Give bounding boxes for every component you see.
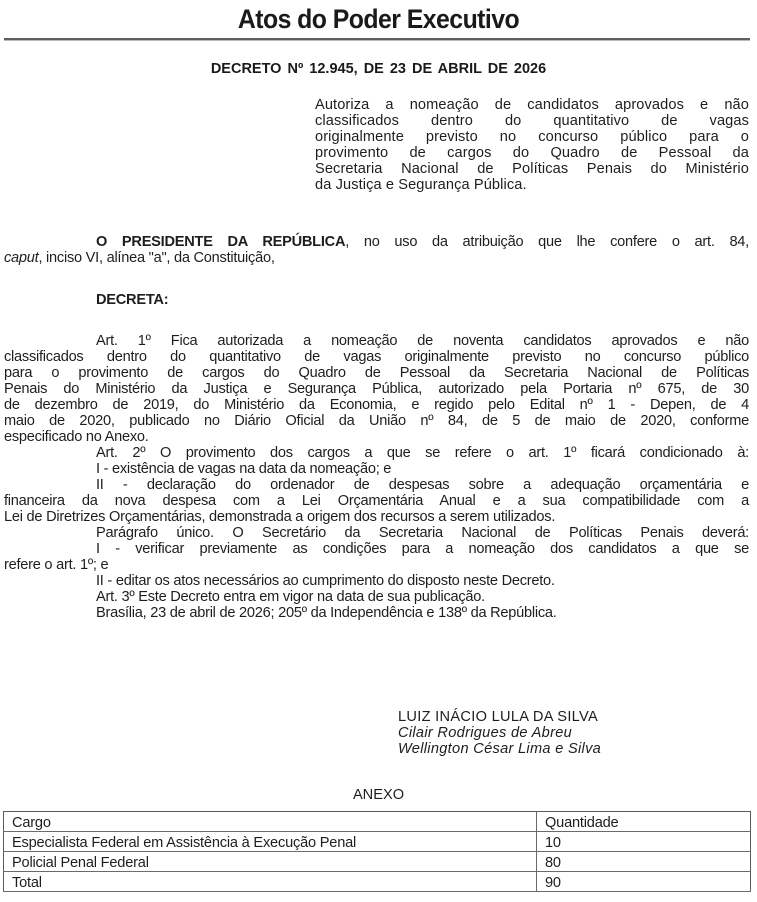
column-header-cargo: Cargo xyxy=(4,812,537,832)
table-row xyxy=(4,852,751,872)
annex-title: ANEXO xyxy=(352,787,405,803)
preamble xyxy=(4,234,749,266)
signature-block xyxy=(398,709,601,757)
art1-line: classificados dentro do quantitativo de vagas originalmente previsto no concurso público xyxy=(4,349,749,365)
signature-president: LUIZ INÁCIO LULA DA SILVA xyxy=(398,709,598,725)
pu-item-ii: II - editar os atos necessários ao cumprimento do disposto neste Decreto. xyxy=(96,573,555,589)
annex-table xyxy=(3,811,751,892)
preamble-text: , no uso da atribuição que lhe confere o art. 84, xyxy=(345,234,749,250)
title-divider xyxy=(4,38,750,41)
summary-line: originalmente previsto no concurso público para o xyxy=(315,129,749,145)
art1-line: maio de 2020, publicado no Diário Oficial da União nº 84, de 5 de maio de 2020, conforme xyxy=(4,413,749,429)
president-authority: O PRESIDENTE DA REPÚBLICA xyxy=(96,234,346,250)
table-row xyxy=(4,832,751,852)
cell-cargo: Especialista Federal em Assistência à Execução Penal xyxy=(4,832,537,852)
art1-line: Penais do Ministério da Justiça e Segurança Pública, autorizado pela Portaria nº 675, de 30 xyxy=(4,381,749,397)
table-row-total xyxy=(4,872,751,892)
cell-quantidade: 90 xyxy=(537,872,751,892)
cell-cargo: Total xyxy=(4,872,537,892)
summary-line: Secretaria Nacional de Políticas Penais do Ministério xyxy=(315,161,749,177)
decree-heading: DECRETO Nº 12.945, DE 23 DE ABRIL DE 2026 xyxy=(210,61,547,77)
art2-line: Art. 2º O provimento dos cargos a que se refere o art. 1º ficará condicionado à: xyxy=(96,445,749,461)
section-title: Atos do Poder Executivo xyxy=(237,4,520,34)
art1-line: especificado no Anexo. xyxy=(4,429,149,445)
pu-item-i: refere o art. 1º; e xyxy=(4,557,109,573)
paragrafo-unico: Parágrafo único. O Secretário da Secretaria Nacional de Políticas Penais deverá: xyxy=(96,525,749,541)
art2-item-ii: II - declaração do ordenador de despesas sobre a adequação orçamentária e xyxy=(96,477,749,493)
table-header-row xyxy=(4,812,751,832)
caput-term: caput xyxy=(4,250,39,266)
decreta-block xyxy=(4,292,749,308)
summary-line: da Justiça e Segurança Pública. xyxy=(315,177,527,193)
preamble-text: , inciso VI, alínea "a", da Constituição, xyxy=(38,250,275,266)
articles xyxy=(4,333,749,621)
column-header-quantidade: Quantidade xyxy=(537,812,751,832)
closing-line: Brasília, 23 de abril de 2026; 205º da Independência e 138º da República. xyxy=(96,605,557,621)
preamble-line xyxy=(4,250,749,266)
preamble-line xyxy=(4,234,749,250)
pu-item-i: I - verificar previamente as condições para a nomeação dos candidatos a que se xyxy=(96,541,749,557)
summary-line: Autoriza a nomeação de candidatos aprovados e não xyxy=(315,97,749,113)
art1-line: para o provimento de cargos do Quadro de Pessoal da Secretaria Nacional de Políticas xyxy=(4,365,749,381)
art2-item-i: I - existência de vagas na data da nomeação; e xyxy=(96,461,392,477)
signature-minister: Wellington César Lima e Silva xyxy=(398,741,602,757)
art1-line: de dezembro de 2019, do Ministério da Economia, e regido pelo Edital nº 1 - Depen, de 4 xyxy=(4,397,749,413)
cell-quantidade: 80 xyxy=(537,852,751,872)
art2-item-ii: financeira da nova despesa com a Lei Orçamentária Anual e a sua compatibilidade com a xyxy=(4,493,749,509)
art1-line: Art. 1º Fica autorizada a nomeação de noventa candidatos aprovados e não xyxy=(96,333,749,349)
signature-minister: Cilair Rodrigues de Abreu xyxy=(398,725,573,741)
art3-line: Art. 3º Este Decreto entra em vigor na data de sua publicação. xyxy=(96,589,485,605)
summary-line: classificados dentro do quantitativo de vagas xyxy=(315,113,749,129)
cell-cargo: Policial Penal Federal xyxy=(4,852,537,872)
cell-quantidade: 10 xyxy=(537,832,751,852)
summary-line: provimento de cargos do Quadro de Pessoal da xyxy=(315,145,749,161)
art2-item-ii: Lei de Diretrizes Orçamentárias, demonstrada a origem dos recursos a serem utilizados. xyxy=(4,509,556,525)
decree-summary xyxy=(315,97,749,193)
decreta-heading: DECRETA: xyxy=(96,292,169,308)
